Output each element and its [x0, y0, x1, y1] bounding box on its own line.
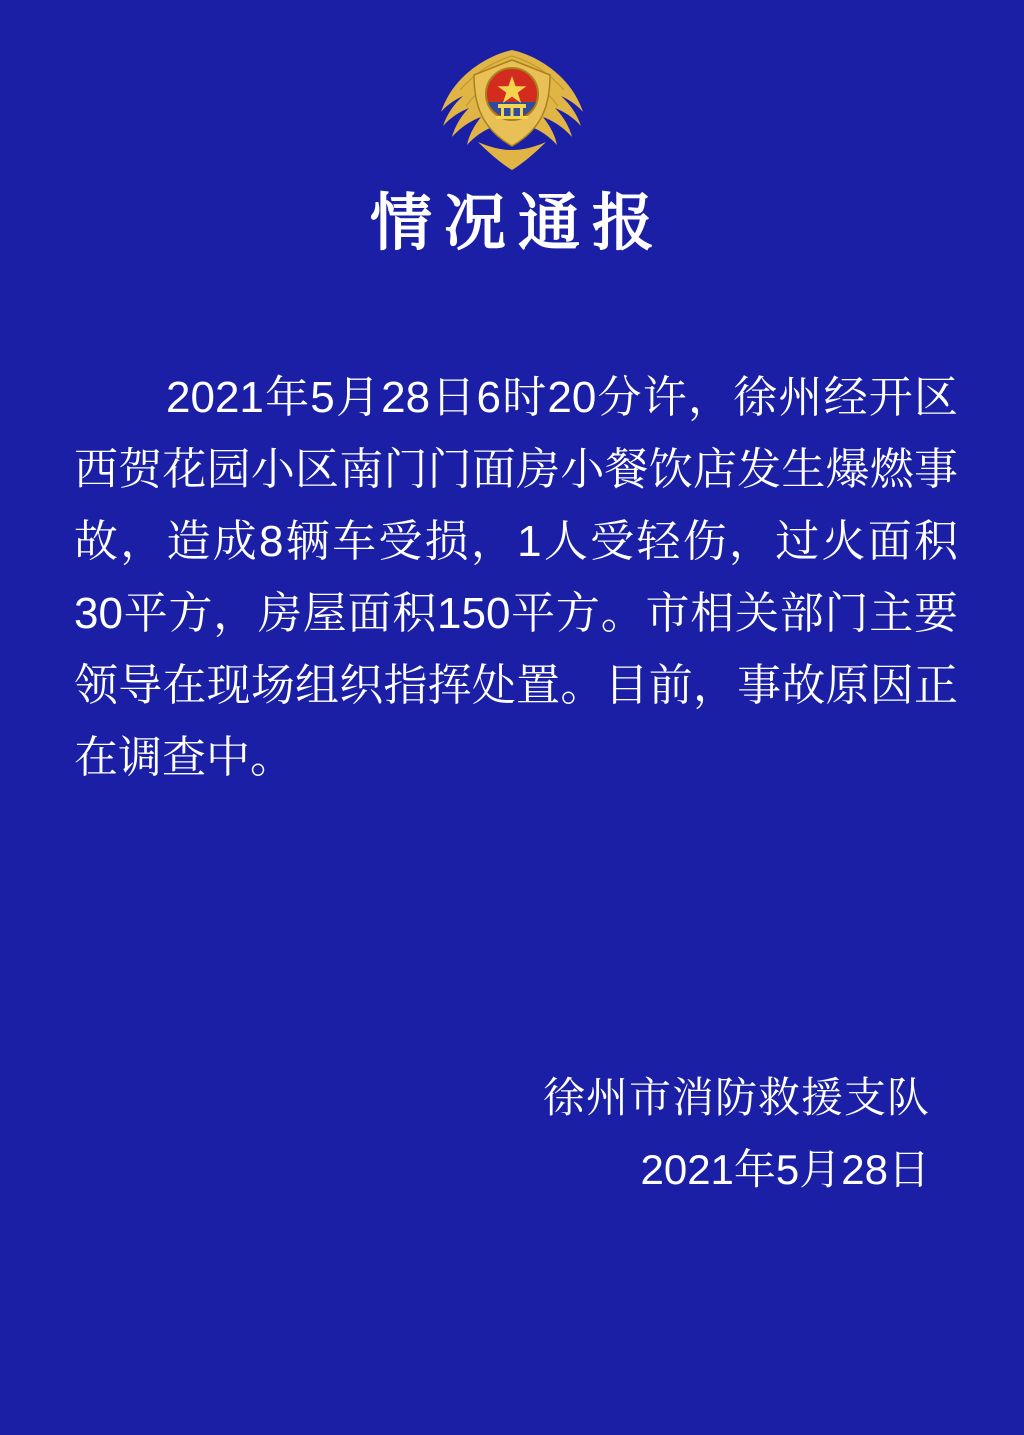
emblem-container: [0, 42, 1024, 174]
page-title: 情况通报: [369, 186, 666, 259]
notice-body-text: 2021年5月28日6时20分许，徐州经开区西贺花园小区南门门面房小餐饮店发生爆燃事故，造成8辆车受损，1人受轻伤，过火面积30平方，房屋面积150平方。市相关部门主要领导在现场组织指挥处置。目前，事故原因正在调查中。: [74, 373, 958, 782]
signature-organization: 徐州市消防救援支队: [542, 1074, 930, 1121]
signature-date: 2021年5月28日: [640, 1146, 930, 1193]
china-police-emblem-icon: [432, 42, 592, 174]
signature-block: [543, 1062, 930, 1206]
